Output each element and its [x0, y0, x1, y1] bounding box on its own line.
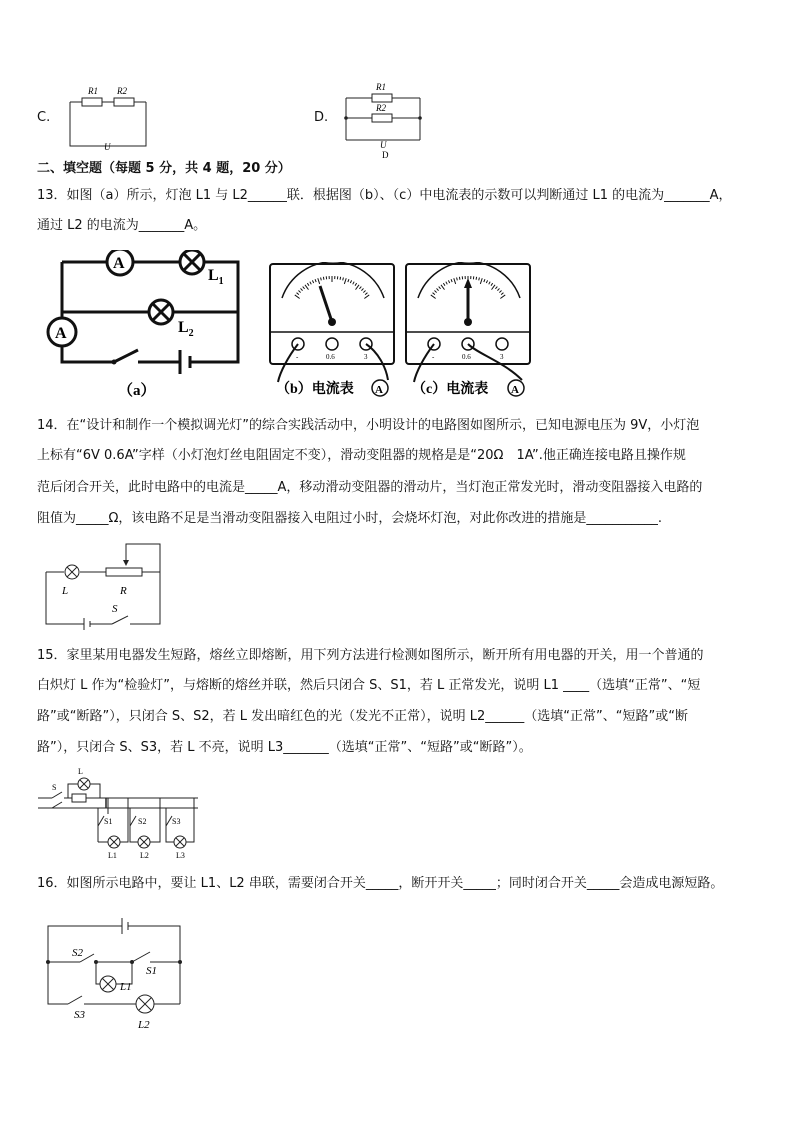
q15-line1: 15．家里某用电器发生短路，熔丝立即熔断，用下列方法进行检测如图所示，断开所有用电器的开关，用一个普通的	[37, 648, 704, 663]
q15-s3-label: S3	[172, 817, 181, 826]
q15-s1-label: S1	[104, 817, 113, 826]
l2-label: $L_2$	[178, 319, 194, 339]
d-caption: D	[382, 150, 389, 158]
q14-line1: 14．在“设计和制作一个模拟调光灯”的综合实践活动中，小明设计的电路图如图所示，已知电源电压为 9V，小灯泡	[37, 418, 700, 433]
q15-s-label: S	[52, 783, 57, 792]
caption-b: （b）电流表	[276, 382, 354, 397]
section-title: 二、填空题（每题 5 分，共 4 题，20 分）	[37, 161, 291, 176]
scale-tick	[340, 277, 341, 280]
c-term-2: 0.6	[462, 353, 471, 361]
c-r1-label: R1	[88, 86, 98, 96]
caption-c: （c）电流表	[412, 382, 489, 397]
scale-tick	[323, 277, 324, 280]
scale-tick	[459, 277, 460, 280]
option-d-label: D.	[314, 110, 329, 125]
q16-s3-label: S3	[74, 1009, 85, 1021]
q16-line1: 16．如图所示电路中，要让 L1、L2 串联，需要闭合开关_____，断开开关_____；同时闭合开关_____会造成电源短路。	[37, 876, 724, 891]
d-u-label: U	[380, 140, 387, 150]
q15-circuit	[38, 764, 203, 860]
q15-s2-label: S2	[138, 817, 147, 826]
q14-l-label: L	[62, 585, 69, 597]
q14-s-label: S	[112, 603, 118, 615]
q15-line3: 路”或“断路”），只闭合 S、S2，若 L 发出暗红色的光（发光不正常），说明 L2______（选填“正常”、“短路”或“断	[37, 709, 688, 724]
b-term-3: 3	[364, 353, 368, 361]
q16-l1-label: L1	[120, 981, 132, 993]
q15-l1-label: L1	[108, 851, 117, 860]
q16-l2-label: L2	[138, 1019, 150, 1031]
b-term-2: 0.6	[326, 353, 335, 361]
q16-s2-label: S2	[72, 947, 83, 959]
q13-figure-a	[40, 250, 250, 400]
q16-s1-label: S1	[146, 965, 157, 977]
a1-meter-text: A	[113, 255, 125, 272]
q14-line4: 阻值为_____Ω，该电路不足是当滑动变阻器接入电阻过小时，会烧坏灯泡，对此你改进的措施是___________.	[37, 511, 663, 526]
scale-tick	[476, 277, 477, 280]
q14-line2: 上标有“6V 0.6A”字样（小灯泡灯丝电阻固定不变），滑动变阻器的规格是是“20Ω 1A”.他正确连接电路且操作规	[37, 448, 686, 463]
caption-a: （a）	[118, 383, 156, 399]
option-d-circuit	[336, 78, 432, 158]
caption-b-meter: A	[375, 384, 383, 396]
q15-l2-label: L2	[140, 851, 149, 860]
d-r2-label: R2	[376, 103, 386, 113]
l1-label: $L_1$	[208, 267, 224, 287]
q13-line1: 13．如图（a）所示，灯泡 L1 与 L2______联．根据图（b）、（c）中电流表的示数可以判断通过 L1 的电流为_______A，	[37, 188, 732, 203]
q15-line4: 路”），只闭合 S、S3，若 L 不亮，说明 L3_______（选填“正常”、“短路”或“断路”）。	[37, 740, 532, 755]
q13-line2: 通过 L2 的电流为_______A。	[37, 218, 207, 233]
c-u-label: U	[104, 142, 111, 152]
q16-circuit	[40, 914, 190, 1032]
d-r1-label: R1	[376, 82, 386, 92]
c-r2-label: R2	[117, 86, 127, 96]
option-c-circuit	[60, 78, 160, 156]
c-term-1: -	[432, 353, 435, 361]
a-meter-text: A	[55, 325, 67, 342]
ammeter-b	[268, 262, 398, 398]
q14-circuit	[40, 538, 170, 634]
q14-r-label: R	[120, 585, 127, 597]
q15-l3-label: L3	[176, 851, 185, 860]
q14-line3: 范后闭合开关，此时电路中的电流是_____A，移动滑动变阻器的滑动片，当灯泡正常发光时，滑动变阻器接入电路的	[37, 480, 703, 495]
b-term-1: -	[296, 353, 299, 361]
c-term-3: 3	[500, 353, 504, 361]
option-c-label: C.	[37, 110, 51, 125]
ammeter-c	[404, 262, 534, 398]
q15-line2: 白炽灯 L 作为“检验灯”，与熔断的熔丝并联，然后只闭合 S、S1，若 L 正常发光，说明 L1 ____（选填“正常”、“短	[37, 678, 701, 693]
q15-l-label: L	[78, 767, 83, 776]
caption-c-meter: A	[511, 384, 519, 396]
